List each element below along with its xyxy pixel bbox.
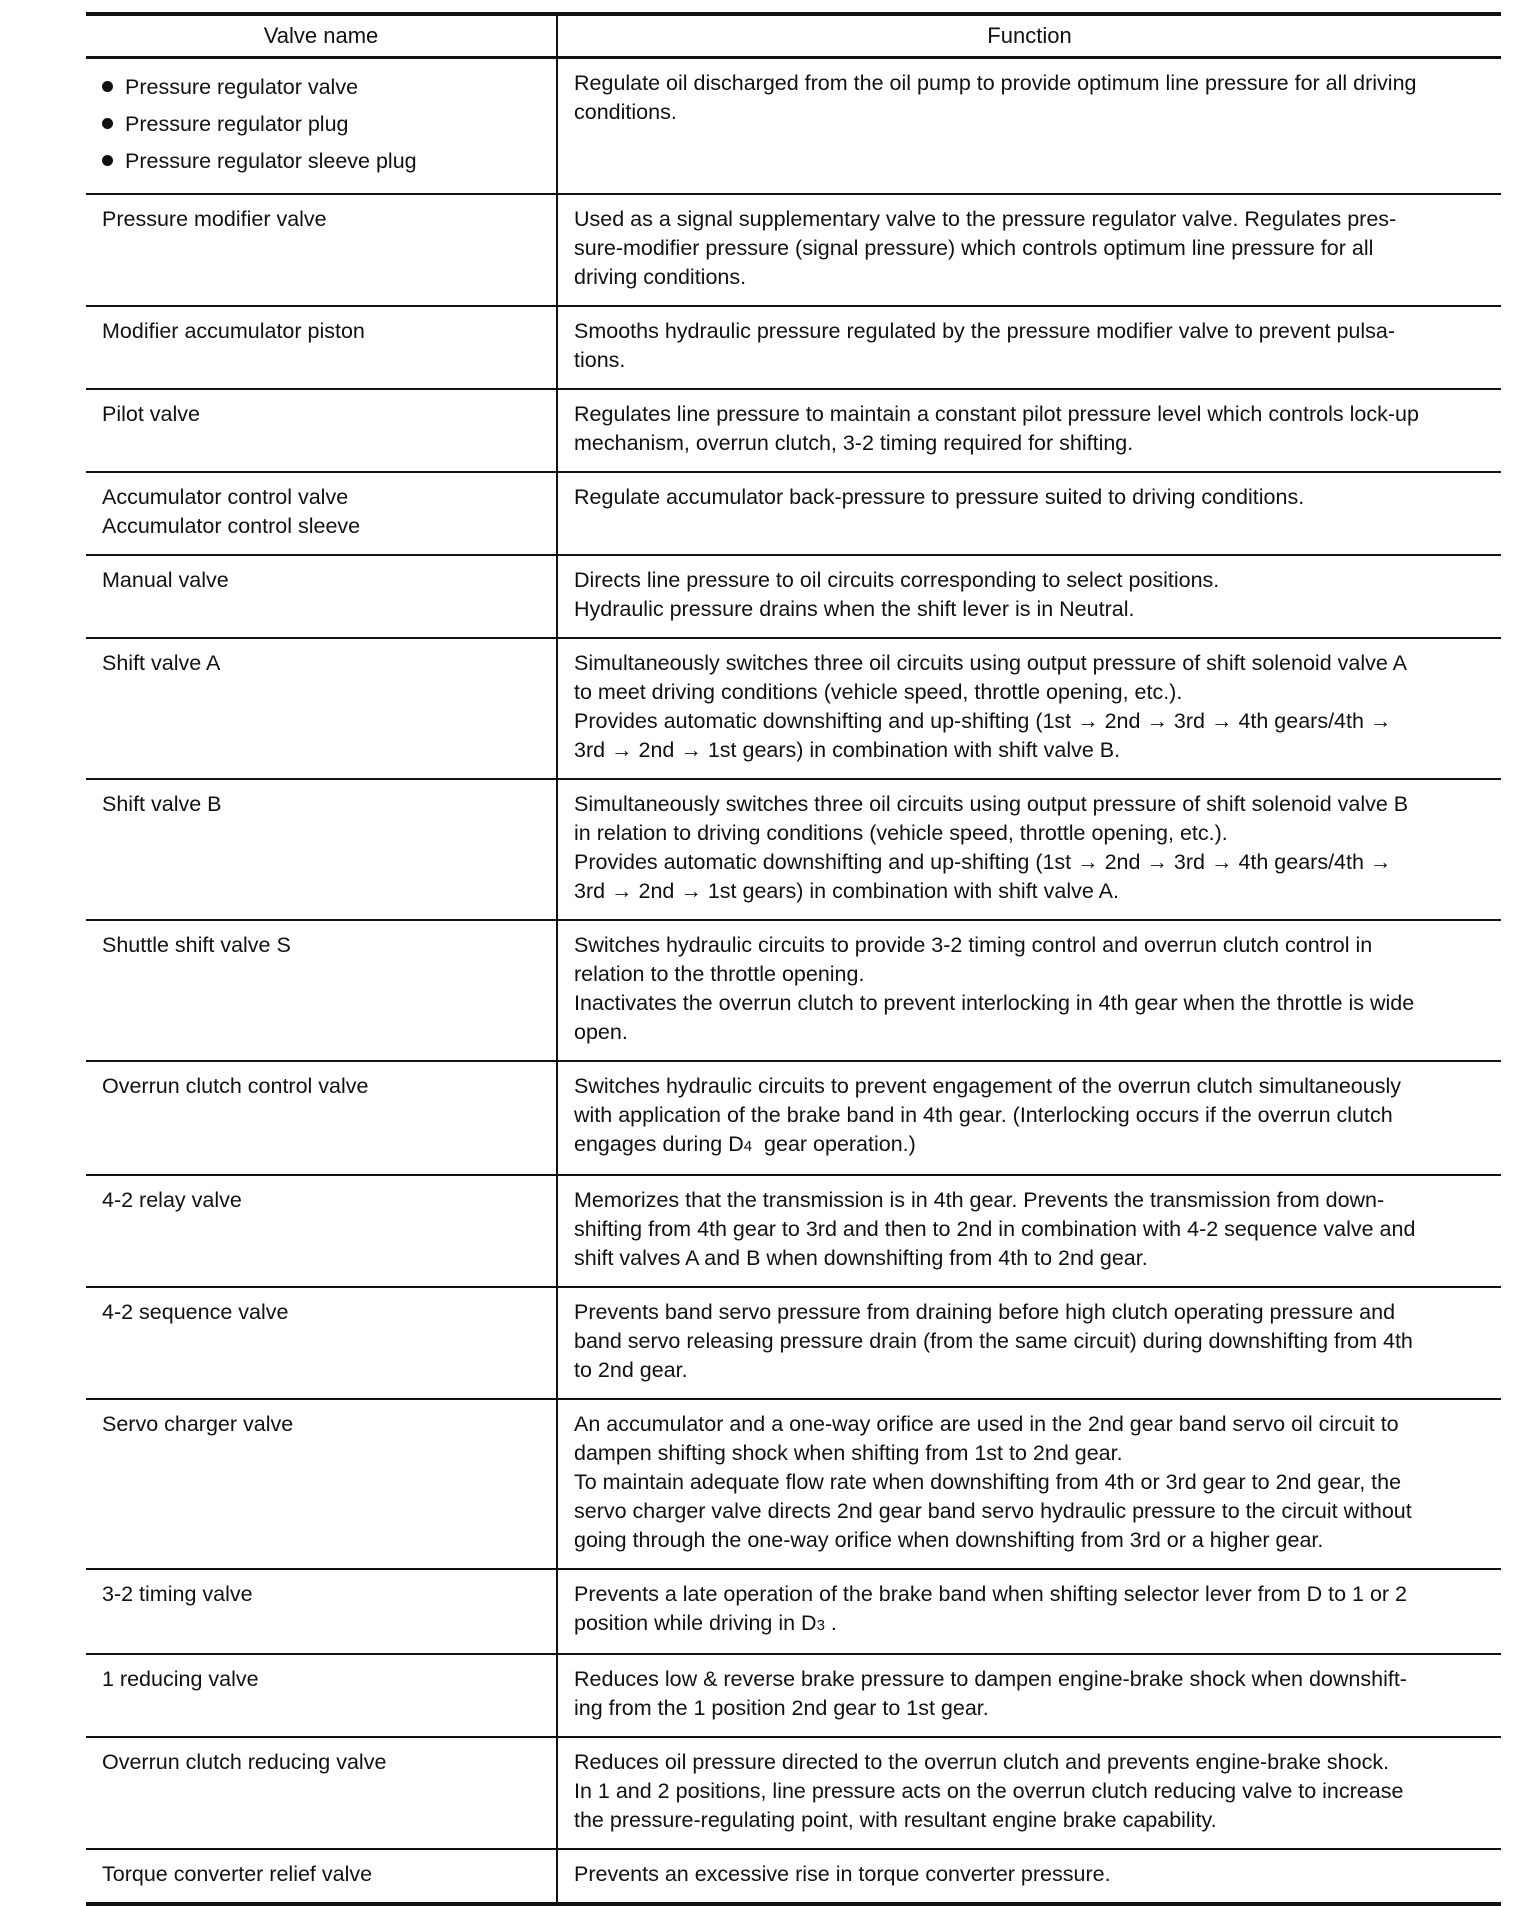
- function-line: Switches hydraulic circuits to prevent engagement of the overrun clutch simultaneously: [574, 1074, 1401, 1098]
- function-line: band servo releasing pressure drain (from the same circuit) during downshifting from 4th: [574, 1329, 1413, 1353]
- function-line: sure-modifier pressure (signal pressure) which controls optimum line pressure for all: [574, 236, 1374, 260]
- table-row: [86, 555, 1501, 638]
- function-header: Function: [557, 14, 1501, 58]
- function-line: Used as a signal supplementary valve to the pressure regulator valve. Regulates pres-: [574, 207, 1397, 231]
- valve-name-cell: [86, 779, 557, 920]
- table-row: [86, 58, 1501, 195]
- function-line: to 2nd gear.: [574, 1358, 688, 1382]
- valve-name-cell: [86, 1399, 557, 1569]
- function-cell: [557, 58, 1501, 195]
- function-cell: [557, 1175, 1501, 1287]
- table-row: [86, 194, 1501, 306]
- valve-name: Overrun clutch reducing valve: [102, 1750, 387, 1774]
- valve-name: Modifier accumulator piston: [102, 319, 365, 343]
- function-text: position while driving in D: [574, 1611, 817, 1635]
- valve-name: 4-2 relay valve: [102, 1188, 242, 1212]
- function-cell: [557, 779, 1501, 920]
- function-line: Inactivates the overrun clutch to prevent interlocking in 4th gear when the throttle is wide: [574, 991, 1415, 1015]
- function-line: Simultaneously switches three oil circuits using output pressure of shift solenoid valve B: [574, 792, 1409, 816]
- valve-name-cell: [86, 389, 557, 472]
- valve-name-cell: [86, 194, 557, 306]
- valve-name-cell: [86, 1175, 557, 1287]
- valve-name: Torque converter relief valve: [102, 1862, 373, 1886]
- function-line: 3rd → 2nd → 1st gears) in combination with shift valve A.: [574, 879, 1119, 903]
- valve-name-header: Valve name: [86, 14, 557, 58]
- function-line: [574, 1609, 1489, 1640]
- function-line: Provides automatic downshifting and up-shifting (1st → 2nd → 3rd → 4th gears/4th →: [574, 709, 1392, 733]
- valve-name: Pressure regulator plug: [125, 112, 349, 136]
- function-line: [574, 1130, 1489, 1161]
- function-cell: [557, 1287, 1501, 1399]
- table-row: [86, 1737, 1501, 1849]
- function-cell: [557, 1849, 1501, 1904]
- table-body: [86, 58, 1501, 1905]
- valve-name: Shuttle shift valve S: [102, 933, 291, 957]
- table-row: [86, 1061, 1501, 1175]
- table-row: [86, 306, 1501, 389]
- function-line: open.: [574, 1020, 628, 1044]
- table-row: [86, 779, 1501, 920]
- valve-name: Servo charger valve: [102, 1412, 294, 1436]
- function-line: Switches hydraulic circuits to provide 3-2 timing control and overrun clutch control in: [574, 933, 1373, 957]
- function-cell: [557, 555, 1501, 638]
- function-line: Simultaneously switches three oil circuits using output pressure of shift solenoid valve A: [574, 651, 1407, 675]
- function-line: Hydraulic pressure drains when the shift lever is in Neutral.: [574, 597, 1135, 621]
- table-row: [86, 1569, 1501, 1654]
- function-line: Regulate oil discharged from the oil pump to provide optimum line pressure for all driving: [574, 71, 1417, 95]
- valve-name-cell: [86, 920, 557, 1061]
- function-line: ing from the 1 position 2nd gear to 1st gear.: [574, 1696, 989, 1720]
- function-line: servo charger valve directs 2nd gear band servo hydraulic pressure to the circuit without: [574, 1499, 1412, 1523]
- valve-name-cell: [86, 638, 557, 779]
- valve-name: Pilot valve: [102, 402, 200, 426]
- valve-name-cell: [86, 1569, 557, 1654]
- function-cell: [557, 389, 1501, 472]
- bullet-item: [102, 143, 542, 180]
- table-header-row: [86, 14, 1501, 58]
- function-cell: [557, 920, 1501, 1061]
- table-row: [86, 920, 1501, 1061]
- function-cell: [557, 1061, 1501, 1175]
- table-row: [86, 1175, 1501, 1287]
- function-line: Smooths hydraulic pressure regulated by the pressure modifier valve to prevent pulsa-: [574, 319, 1395, 343]
- bullet-icon: [102, 155, 113, 166]
- bullet-item: [102, 106, 542, 143]
- function-cell: [557, 1654, 1501, 1737]
- valve-name-cell: [86, 1287, 557, 1399]
- valve-name-cell: [86, 1849, 557, 1904]
- function-cell: [557, 1737, 1501, 1849]
- table-row: [86, 1654, 1501, 1737]
- function-line: driving conditions.: [574, 265, 747, 289]
- function-cell: [557, 1399, 1501, 1569]
- bullet-icon: [102, 81, 113, 92]
- function-line: Provides automatic downshifting and up-shifting (1st → 2nd → 3rd → 4th gears/4th →: [574, 850, 1392, 874]
- function-line: 3rd → 2nd → 1st gears) in combination with shift valve B.: [574, 738, 1121, 762]
- function-line: the pressure-regulating point, with resultant engine brake capability.: [574, 1808, 1217, 1832]
- function-line: Prevents a late operation of the brake band when shifting selector lever from D to 1 or 2: [574, 1582, 1407, 1606]
- valve-name-cell: [86, 1061, 557, 1175]
- valve-name: Overrun clutch control valve: [102, 1074, 369, 1098]
- table-row: [86, 1399, 1501, 1569]
- function-line: Reduces oil pressure directed to the overrun clutch and prevents engine-brake shock.: [574, 1750, 1390, 1774]
- valve-function-table: [86, 12, 1501, 1906]
- function-line: Memorizes that the transmission is in 4th gear. Prevents the transmission from down-: [574, 1188, 1385, 1212]
- valve-name: 3-2 timing valve: [102, 1582, 253, 1606]
- valve-name: Accumulator control sleeve: [102, 514, 361, 538]
- table-row: [86, 472, 1501, 555]
- function-line: Reduces low & reverse brake pressure to dampen engine-brake shock when downshift-: [574, 1667, 1407, 1691]
- range-subscript: 4: [743, 1138, 753, 1155]
- table-row: [86, 1287, 1501, 1399]
- valve-name-cell: [86, 472, 557, 555]
- function-text: .: [824, 1611, 837, 1635]
- valve-name: Pressure regulator sleeve plug: [125, 149, 417, 173]
- valve-name: 1 reducing valve: [102, 1667, 259, 1691]
- function-line: In 1 and 2 positions, line pressure acts on the overrun clutch reducing valve to increase: [574, 1779, 1404, 1803]
- function-line: To maintain adequate flow rate when downshifting from 4th or 3rd gear to 2nd gear, the: [574, 1470, 1402, 1494]
- table-row: [86, 1849, 1501, 1904]
- function-text: engages during D: [574, 1132, 744, 1156]
- function-line: mechanism, overrun clutch, 3-2 timing required for shifting.: [574, 431, 1134, 455]
- function-line: shifting from 4th gear to 3rd and then to 2nd in combination with 4-2 sequence valve and: [574, 1217, 1416, 1241]
- function-line: to meet driving conditions (vehicle speed, throttle opening, etc.).: [574, 680, 1183, 704]
- function-cell: [557, 306, 1501, 389]
- valve-name: Shift valve B: [102, 792, 222, 816]
- bullet-item: [102, 69, 542, 106]
- function-line: shift valves A and B when downshifting from 4th to 2nd gear.: [574, 1246, 1148, 1270]
- function-cell: [557, 194, 1501, 306]
- function-line: going through the one-way orifice when downshifting from 3rd or a higher gear.: [574, 1528, 1324, 1552]
- valve-name: Accumulator control valve: [102, 485, 349, 509]
- function-text: gear operation.): [752, 1132, 916, 1156]
- table-row: [86, 389, 1501, 472]
- function-line: Regulate accumulator back-pressure to pressure suited to driving conditions.: [574, 485, 1305, 509]
- function-line: An accumulator and a one-way orifice are used in the 2nd gear band servo oil circuit to: [574, 1412, 1399, 1436]
- valve-name-cell: [86, 1737, 557, 1849]
- valve-name: Shift valve A: [102, 651, 221, 675]
- valve-name-cell: [86, 555, 557, 638]
- valve-name: 4-2 sequence valve: [102, 1300, 289, 1324]
- function-cell: [557, 638, 1501, 779]
- function-cell: [557, 1569, 1501, 1654]
- valve-name-cell: [86, 58, 557, 195]
- valve-name: Pressure regulator valve: [125, 75, 359, 99]
- function-line: with application of the brake band in 4th gear. (Interlocking occurs if the overrun clutch: [574, 1103, 1393, 1127]
- valve-name-cell: [86, 1654, 557, 1737]
- function-line: in relation to driving conditions (vehicle speed, throttle opening, etc.).: [574, 821, 1228, 845]
- valve-name-cell: [86, 306, 557, 389]
- function-line: conditions.: [574, 100, 677, 124]
- function-line: tions.: [574, 348, 626, 372]
- function-line: Regulates line pressure to maintain a constant pilot pressure level which controls lock-up: [574, 402, 1419, 426]
- valve-name: Manual valve: [102, 568, 229, 592]
- function-line: Prevents band servo pressure from draining before high clutch operating pressure and: [574, 1300, 1396, 1324]
- table-row: [86, 638, 1501, 779]
- valve-name: Pressure modifier valve: [102, 207, 327, 231]
- range-subscript: 3: [816, 1617, 825, 1634]
- function-cell: [557, 472, 1501, 555]
- bullet-icon: [102, 118, 113, 129]
- function-line: Prevents an excessive rise in torque converter pressure.: [574, 1862, 1111, 1886]
- function-line: relation to the throttle opening.: [574, 962, 865, 986]
- function-line: Directs line pressure to oil circuits corresponding to select positions.: [574, 568, 1220, 592]
- function-line: dampen shifting shock when shifting from 1st to 2nd gear.: [574, 1441, 1123, 1465]
